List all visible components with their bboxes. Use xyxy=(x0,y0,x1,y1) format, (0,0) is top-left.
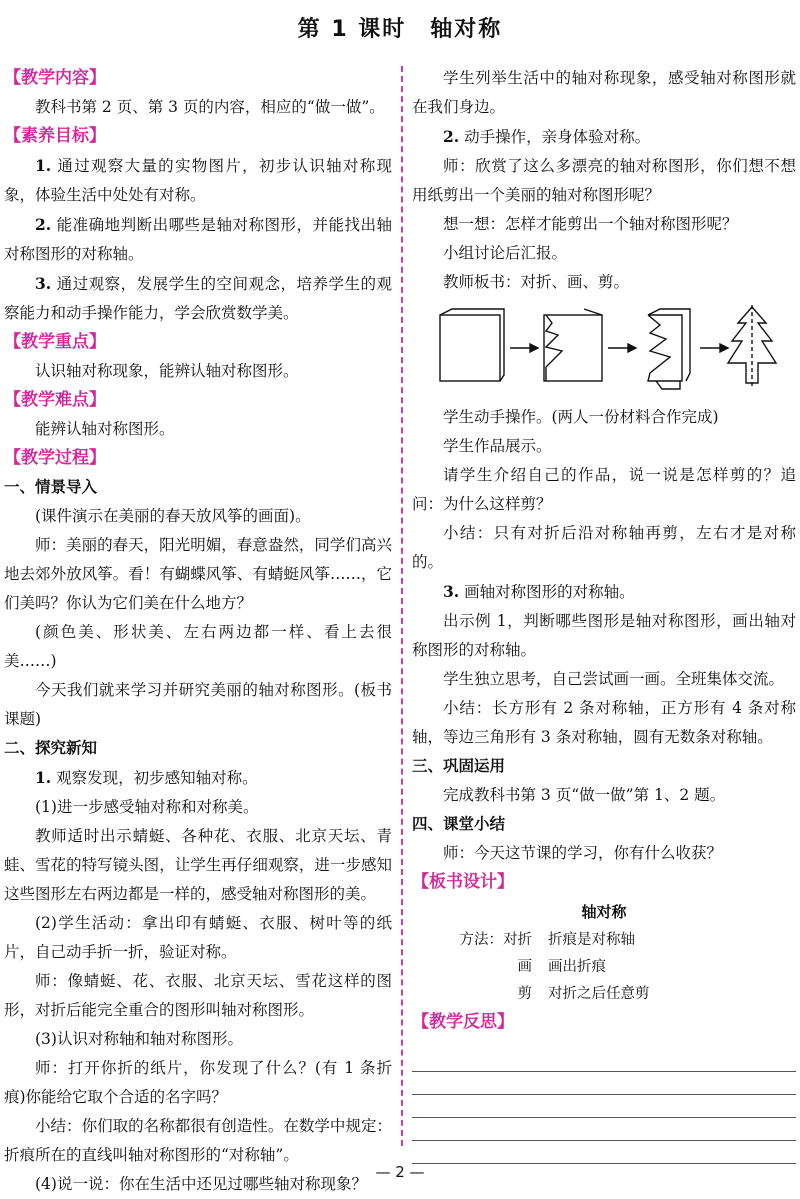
writing-line xyxy=(412,1118,796,1141)
paragraph: 教师适时出示蜻蜓、各种花、衣服、北京天坛、青蛙、雪花的特写镜头图，让学生再仔细观察，进一步感知这些图形左右两边都是一样的，感受轴对称图形的美。 xyxy=(4,827,392,903)
goal-1-text: 通过观察大量的实物图片，初步认识轴对称现象，体验生活中处处有对称。 xyxy=(4,157,392,204)
arrow-icon xyxy=(608,344,636,352)
goal-1-number: 1. xyxy=(35,156,52,175)
writing-line xyxy=(412,1049,796,1072)
step-1 xyxy=(4,763,392,793)
paragraph: 学生独立思考，自己尝试画一画。全班集体交流。 xyxy=(443,670,785,688)
right-column xyxy=(412,64,796,1164)
page-title: 第 1 课时 轴对称 xyxy=(297,17,503,42)
step-2 xyxy=(412,122,796,152)
board-row xyxy=(412,954,796,981)
paragraph: 学生作品展示。 xyxy=(443,437,552,455)
writing-line xyxy=(412,1095,796,1118)
part-1-heading: 一、情景导入 xyxy=(4,478,98,496)
board-title: 轴对称 xyxy=(581,903,627,921)
step-1-text: 观察发现，初步感知轴对称。 xyxy=(56,769,258,787)
board-row-label: 画 xyxy=(517,959,532,975)
section-header-process: 【教学过程】 xyxy=(4,448,106,468)
step-2-text: 动手操作，亲身体验对称。 xyxy=(464,128,651,146)
paragraph: 今天我们就来学习并研究美丽的轴对称图形。(板书课题) xyxy=(4,681,392,728)
paragraph: 学生列举生活中的轴对称现象，感受轴对称图形就在我们身边。 xyxy=(412,69,796,116)
board-row-value: 画出折痕 xyxy=(548,959,606,975)
part-4-heading: 四、课堂小结 xyxy=(412,815,506,833)
paragraph: 想一想：怎样才能剪出一个轴对称图形呢？ xyxy=(443,215,738,233)
section-header-board: 【板书设计】 xyxy=(412,872,514,892)
board-row-value: 折痕是对称轴 xyxy=(548,932,635,948)
section-header-content: 【教学内容】 xyxy=(4,68,106,88)
section-header-difficulty: 【教学难点】 xyxy=(4,390,106,410)
summary: 小结：长方形有 2 条对称轴，正方形有 4 条对称轴，等边三角形有 3 条对称轴，圆有无数条对称轴。 xyxy=(412,699,796,746)
symmetric-tree-icon xyxy=(728,305,776,389)
section-header-key-point: 【教学重点】 xyxy=(4,332,106,352)
folded-paper-icon xyxy=(440,309,504,381)
paragraph: 师：欣赏了这么多漂亮的轴对称图形，你们想不想用纸剪出一个美丽的轴对称图形呢？ xyxy=(412,157,796,204)
goal-2 xyxy=(4,210,392,269)
goal-3-text: 通过观察，发展学生的空间观念，培养学生的观察能力和动手操作能力，学会欣赏数学美。 xyxy=(4,275,392,322)
paragraph: 师：像蜻蜓、花、衣服、北京天坛、雪花这样的图形，对折后能完全重合的图形叫轴对称图形。 xyxy=(4,972,392,1019)
goal-2-text: 能准确地判断出哪些是轴对称图形，并能找出轴对称图形的对称轴。 xyxy=(4,216,392,263)
page-number: — 2 — xyxy=(375,1163,425,1181)
paragraph: 师：打开你折的纸片，你发现了什么？(有 1 条折痕)你能给它取个合适的名字吗？ xyxy=(4,1059,392,1106)
step-2-number: 2. xyxy=(443,127,460,146)
part-2-heading: 二、探究新知 xyxy=(4,739,98,757)
arrow-icon xyxy=(510,344,538,352)
paragraph: 师：今天这节课的学习，你有什么收获？ xyxy=(443,844,723,862)
paragraph: 请学生介绍自己的作品，说一说是怎样剪的？追问：为什么这样剪？ xyxy=(412,466,796,513)
reflection-lines xyxy=(412,1049,796,1164)
writing-line xyxy=(412,1072,796,1095)
sub-step: (4)说一说：你在生活中还见过哪些轴对称现象？ xyxy=(35,1175,367,1193)
paragraph: 学生动手操作。(两人一份材料合作完成) xyxy=(443,408,719,426)
goal-3-number: 3. xyxy=(35,274,52,293)
paragraph: (颜色美、形状美、左右两边都一样、看上去很美……) xyxy=(4,623,392,670)
step-3-number: 3. xyxy=(443,582,460,601)
sub-step: (2)学生活动：拿出印有蜻蜓、衣服、树叶等的纸片，自己动手折一折，验证对称。 xyxy=(4,914,392,961)
fold-cut-diagram xyxy=(412,303,796,395)
summary: 小结：只有对折后沿对称轴再剪，左右才是对称的。 xyxy=(412,524,796,571)
paragraph: 教师板书：对折、画、剪。 xyxy=(443,273,630,291)
left-column xyxy=(4,64,392,1199)
goal-3 xyxy=(4,269,392,328)
board-row-value: 对折之后任意剪 xyxy=(548,986,650,1002)
step-1-number: 1. xyxy=(35,768,52,787)
board-row xyxy=(412,981,796,1008)
goal-1 xyxy=(4,151,392,210)
column-divider xyxy=(401,66,403,1146)
paragraph: 小组讨论后汇报。 xyxy=(443,244,568,262)
sub-step: (3)认识对称轴和轴对称图形。 xyxy=(35,1030,243,1048)
arrow-icon xyxy=(700,344,728,352)
cut-half-tree-icon xyxy=(648,309,690,389)
section-header-goals: 【素养目标】 xyxy=(4,126,106,146)
sub-step: (1)进一步感受轴对称和对称美。 xyxy=(35,798,259,816)
key-point-text: 认识轴对称现象，能辨认轴对称图形。 xyxy=(35,362,299,380)
summary: 小结：你们取的名称都很有创造性。在数学中规定：折痕所在的直线叫轴对称图形的“对称轴”。 xyxy=(4,1117,392,1164)
difficulty-text: 能辨认轴对称图形。 xyxy=(35,420,175,438)
paragraph: 出示例 1，判断哪些图形是轴对称图形，画出轴对称图形的对称轴。 xyxy=(412,612,796,659)
step-3-text: 画轴对称图形的对称轴。 xyxy=(464,583,635,601)
part-3-heading: 三、巩固运用 xyxy=(412,757,506,775)
paragraph: (课件演示在美丽的春天放风筝的画面)。 xyxy=(35,507,311,525)
goal-2-number: 2. xyxy=(35,215,52,234)
board-row-label: 方法：对折 xyxy=(459,932,532,948)
board-row-label: 剪 xyxy=(517,986,532,1002)
writing-line xyxy=(412,1141,796,1164)
content-text: 教科书第 2 页、第 3 页的内容，相应的“做一做”。 xyxy=(35,98,385,116)
step-3 xyxy=(412,577,796,607)
paragraph: 师：美丽的春天，阳光明媚，春意盎然，同学们高兴地去郊外放风筝。看！有蝴蝶风筝、有蜻蜓风筝……，它们美吗？你认为它们美在什么地方？ xyxy=(4,536,392,612)
section-header-reflection: 【教学反思】 xyxy=(412,1012,514,1032)
board-row xyxy=(412,927,796,954)
paragraph: 完成教科书第 3 页“做一做”第 1、2 题。 xyxy=(443,786,726,804)
drawn-half-tree-icon xyxy=(544,309,602,381)
